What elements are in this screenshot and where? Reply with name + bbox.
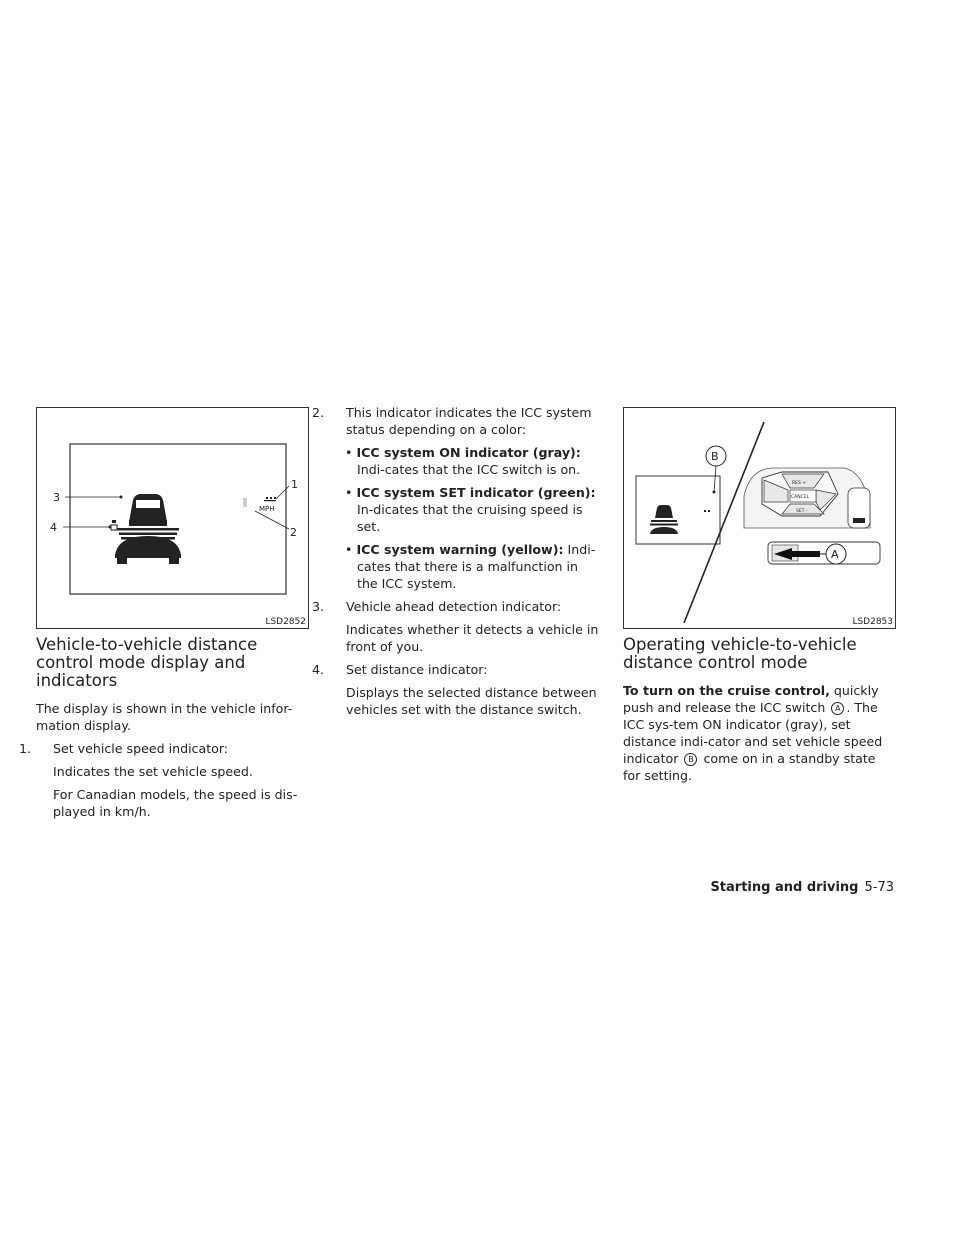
list-item-4: 4. Set distance indicator:	[312, 662, 488, 677]
footer-section: Starting and driving	[710, 880, 859, 895]
marker-b: B	[684, 753, 697, 766]
display-illustration	[37, 408, 308, 628]
set-distance-icon	[111, 520, 117, 530]
inset-vehicle-icon	[650, 505, 678, 534]
list-item-1: 1. Set vehicle speed indicator:	[19, 741, 229, 756]
vehicle-ahead-icon	[129, 494, 167, 526]
callout-b: B	[711, 450, 719, 463]
figure-switch-diagram	[623, 407, 896, 629]
set-button: SET -	[796, 509, 808, 514]
list-item-2: 2. This indicator indicates the ICC system status depending on a color:	[312, 405, 592, 437]
callout-2: 2	[290, 526, 297, 539]
item3-text: Indicates whether it detects a vehicle in front of you.	[346, 622, 599, 654]
item1-note: For Canadian models, the speed is dis-played in km/h.	[53, 787, 298, 819]
display-frame	[70, 444, 286, 594]
item1-text: Indicates the set vehicle speed.	[53, 764, 253, 779]
figure-display-diagram	[36, 407, 309, 629]
operation-text: To turn on the cruise control, quickly push and release the ICC switch A . The ICC sys-tem ON indicator (gray), set distance indi-cator and set vehicle speed indicator B come on in a standby state for setting.	[623, 683, 883, 783]
res-button: RES +	[792, 481, 807, 486]
bullet-green: • ICC system SET indicator (green): In-dicates that the cruising speed is set.	[345, 485, 596, 534]
own-vehicle-icon	[115, 536, 181, 564]
section-title: Operating vehicle-to-vehicle distance control mode	[623, 635, 857, 672]
bullet-gray: • ICC system ON indicator (gray): Indi-cates that the ICC switch is on.	[345, 445, 581, 477]
column-right	[623, 636, 895, 784]
intro-text: The display is shown in the vehicle infor-mation display.	[36, 701, 293, 733]
page-footer	[710, 880, 894, 896]
section-title: Vehicle-to-vehicle distance control mode display and indicators	[36, 635, 258, 690]
callout-1: 1	[291, 478, 298, 491]
column-left	[19, 635, 308, 820]
figure-code: LSD2853	[852, 617, 893, 627]
mph-label: MPH	[259, 505, 275, 513]
inset-display	[636, 476, 720, 544]
callout-4: 4	[50, 521, 57, 534]
switch-illustration	[624, 408, 895, 628]
list-item-3: 3. Vehicle ahead detection indicator:	[312, 599, 562, 614]
marker-a: A	[831, 702, 844, 715]
callout-a: A	[831, 548, 839, 561]
item4-text: Displays the selected distance between vehicles set with the distance switch.	[346, 685, 597, 717]
cancel-button: CANCEL	[791, 495, 810, 500]
bullet-yellow: • ICC system warning (yellow): Indi-cates that there is a malfunction in the ICC system.	[345, 542, 596, 591]
callout-3: 3	[53, 491, 60, 504]
figure-code: LSD2852	[265, 617, 306, 627]
column-middle	[312, 404, 601, 718]
page-number: 5-73	[864, 880, 894, 895]
